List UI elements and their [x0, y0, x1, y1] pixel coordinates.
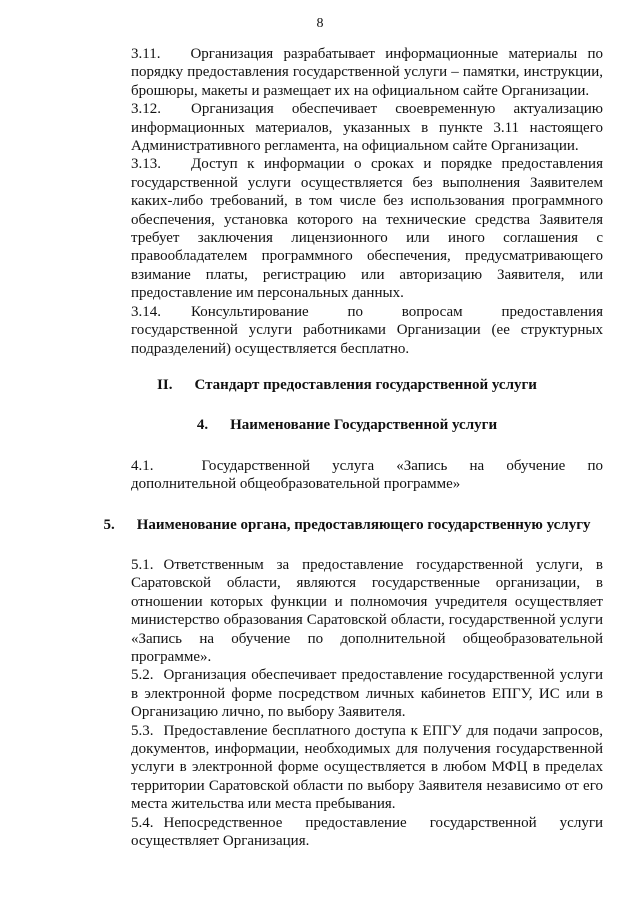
- clause-text: Ответственным за предоставление государственной услуги, в Саратовской области, являются государственные организации, в отношении которых функции и полномочия учредителя осуществляет министерство образования Саратовской области, государственной услуги «Запись на обучение по дополнительной общеобразовательной программе».: [131, 556, 603, 665]
- clause-number: 5.4.: [131, 814, 154, 831]
- clause-text: Государственной услуга «Запись на обучение по дополнительной общеобразовательной программе»: [131, 457, 603, 493]
- clause-number: 3.14.: [131, 303, 161, 320]
- clause-number: 5.2.: [131, 667, 154, 684]
- heading-number: II.: [157, 376, 173, 393]
- clause-text: Организация разрабатывает информационные материалы по порядку предоставления государственной услуги – памятки, инструкции, брошюры, макеты и размещает их на официальном сайте Организации.: [131, 46, 603, 99]
- heading-text: Стандарт предоставления государственной услуги: [194, 376, 537, 393]
- paragraph-3-13: [91, 155, 603, 302]
- paragraph-5-3: [91, 722, 603, 814]
- paragraph-3-11: [91, 45, 603, 100]
- paragraph-5-2: [91, 666, 603, 721]
- page-number: 8: [316, 16, 324, 31]
- paragraph-4-1: [91, 457, 603, 494]
- clause-number: 3.13.: [131, 156, 161, 173]
- clause-text: Предоставление бесплатного доступа к ЕПГУ для подачи запросов, документов, информации, необходимых для получения государственной услуги в электронной форме осуществляется в любом МФЦ в пределах территории Саратовской области по выбору Заявителя независимо от его места жительства или места пребывания.: [131, 722, 603, 813]
- paragraph-5-1: [91, 556, 603, 666]
- clause-number: 4.1.: [131, 457, 154, 474]
- clause-number: 3.12.: [131, 101, 161, 118]
- heading-text: Наименование Государственной услуги: [230, 417, 498, 434]
- clause-number: 5.3.: [131, 722, 154, 739]
- heading-number: 5.: [103, 516, 115, 533]
- document-body: [91, 45, 603, 850]
- section-heading-4: [91, 416, 603, 434]
- heading-number: 4.: [196, 417, 209, 434]
- clause-text: Непосредственное предоставление государственной услуги осуществляет Организация.: [131, 814, 603, 850]
- paragraph-3-14: [91, 303, 603, 358]
- section-heading-II: [91, 376, 603, 394]
- clause-number: 5.1.: [131, 556, 154, 573]
- paragraph-3-12: [91, 100, 603, 155]
- paragraph-5-4: [91, 814, 603, 851]
- clause-text: Доступ к информации о сроках и порядке предоставления государственной услуги осуществляется без выполнения Заявителем каких-либо требований, в том числе без использования программного обеспечения, установка которого на технические средства Заявителя требует заключения лицензионного или иного соглашения с правообладателем программного обеспечения, предусматривающего взимание платы, регистрацию или авторизацию Заявителя, или предоставление им персональных данных.: [131, 156, 603, 302]
- clause-text: Консультирование по вопросам предоставления государственной услуги работниками Организации (ее структурных подразделений) осуществляется бесплатно.: [131, 303, 603, 357]
- clause-text: Организация обеспечивает своевременную актуализацию информационных материалов, указанных в пункте 3.11 настоящего Административного регламента, на официальном сайте Организации.: [131, 101, 603, 155]
- clause-number: 3.11.: [131, 46, 161, 62]
- clause-text: Организация обеспечивает предоставление государственной услуги в электронной форме посредством личных кабинетов ЕПГУ, ИС или в Организацию лично, по выбору Заявителя.: [131, 667, 603, 721]
- section-heading-5: [91, 516, 603, 534]
- heading-text: Наименование органа, предоставляющего государственную услугу: [136, 516, 591, 533]
